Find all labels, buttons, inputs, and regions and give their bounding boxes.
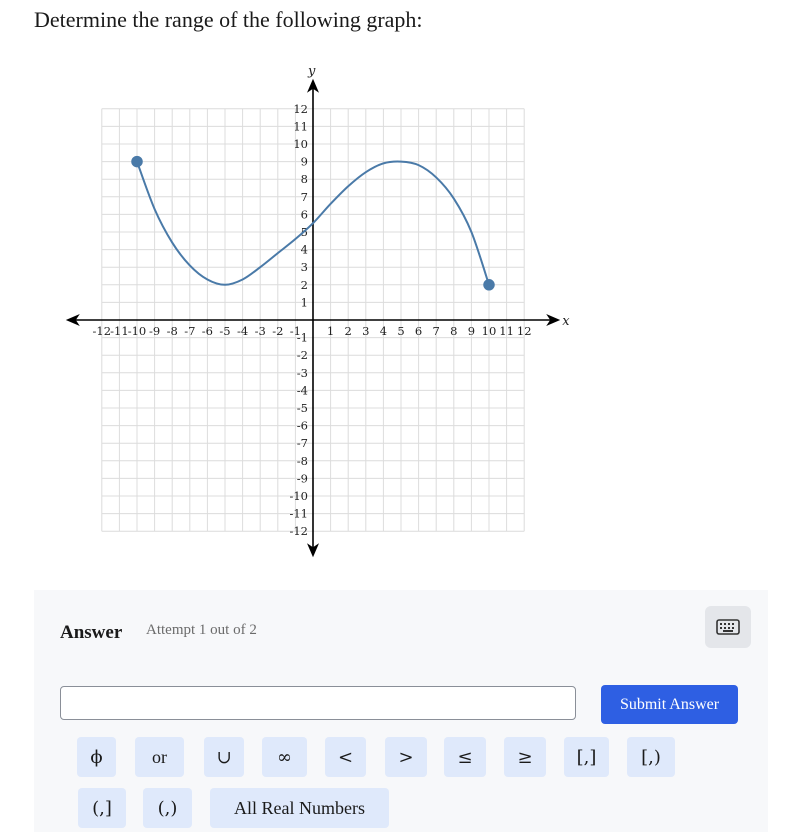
all-real-numbers-button[interactable]: All Real Numbers	[210, 788, 389, 828]
y-tick-label: 5	[300, 225, 308, 239]
curve-endpoint	[484, 280, 494, 290]
x-tick-label: -1	[289, 324, 302, 338]
x-tick-label: 6	[414, 324, 423, 338]
closed-open-interval-button[interactable]: [,)	[627, 737, 675, 777]
answer-panel	[34, 590, 768, 832]
greater-than-button[interactable]: >	[385, 737, 427, 777]
keyboard-icon	[716, 619, 740, 635]
x-tick-label: -11	[110, 324, 129, 338]
y-tick-label: -7	[296, 436, 308, 451]
open-open-interval-button[interactable]: (,)	[143, 788, 192, 828]
y-tick-label: 1	[300, 295, 308, 310]
x-tick-label: 2	[344, 324, 352, 338]
question-text: Determine the range of the following graph:	[34, 7, 423, 32]
y-tick-label: 3	[300, 260, 308, 275]
y-tick-label: 6	[300, 207, 308, 222]
answer-input[interactable]	[60, 686, 576, 720]
x-tick-label: 9	[467, 324, 476, 338]
y-tick-label: -8	[296, 453, 308, 468]
x-tick-label: 4	[379, 324, 388, 338]
x-tick-label: -10	[127, 324, 147, 338]
answer-title: Answer	[60, 622, 123, 643]
curve-endpoint	[132, 157, 142, 167]
x-tick-label: -6	[201, 324, 214, 338]
x-tick-label: 12	[516, 324, 532, 338]
y-tick-label: -4	[296, 383, 308, 398]
y-tick-label: -11	[289, 506, 308, 521]
less-than-button[interactable]: <	[325, 737, 366, 777]
x-tick-label: -9	[148, 324, 161, 338]
x-tick-label: -12	[92, 324, 112, 338]
or-button[interactable]: or	[135, 737, 184, 777]
function-graph	[60, 62, 570, 557]
y-axis-label: y	[308, 63, 316, 79]
x-tick-label: 7	[432, 324, 440, 338]
y-tick-label: -12	[289, 524, 308, 539]
y-tick-label: 10	[293, 137, 308, 151]
infinity-button[interactable]: ∞	[262, 737, 307, 777]
x-tick-label: 5	[397, 324, 405, 338]
y-tick-label: -3	[296, 365, 308, 380]
y-tick-label: 8	[300, 172, 308, 187]
y-tick-label: 9	[300, 154, 308, 169]
y-tick-label: 4	[300, 242, 308, 257]
submit-answer-button[interactable]: Submit Answer	[601, 685, 738, 724]
y-tick-label: 11	[293, 119, 308, 134]
union-button[interactable]: ∪	[204, 737, 244, 777]
empty-set-button[interactable]: ϕ	[77, 737, 116, 777]
closed-closed-interval-button[interactable]: [,]	[564, 737, 609, 777]
x-tick-label: -3	[254, 324, 266, 338]
y-tick-label: -1	[296, 330, 308, 345]
open-closed-interval-button[interactable]: (,]	[78, 788, 126, 828]
x-tick-label: -4	[236, 324, 249, 338]
y-tick-label: -2	[296, 348, 308, 363]
less-equal-button[interactable]: ≤	[444, 737, 486, 777]
x-tick-label: 10	[481, 324, 497, 338]
y-tick-label: 7	[300, 189, 308, 204]
greater-equal-button[interactable]: ≥	[504, 737, 546, 777]
y-tick-label: -10	[289, 489, 308, 503]
keyboard-button[interactable]	[705, 606, 751, 648]
y-tick-label: 12	[293, 101, 308, 116]
x-tick-label: 3	[362, 324, 370, 338]
x-tick-label: 11	[499, 324, 514, 338]
y-tick-label: -6	[296, 418, 308, 433]
x-axis-label: x	[562, 314, 570, 329]
attempt-counter: Attempt 1 out of 2	[146, 622, 257, 638]
x-tick-label: 8	[450, 324, 458, 338]
axes	[66, 64, 570, 557]
x-tick-label: -7	[184, 324, 196, 338]
y-tick-label: -9	[296, 471, 308, 486]
x-tick-label: 1	[326, 324, 335, 338]
x-tick-label: -8	[166, 324, 178, 338]
x-tick-label: -5	[219, 324, 231, 338]
x-tick-label: -2	[272, 324, 284, 338]
y-tick-label: 2	[300, 277, 308, 292]
y-tick-label: -5	[296, 401, 308, 415]
